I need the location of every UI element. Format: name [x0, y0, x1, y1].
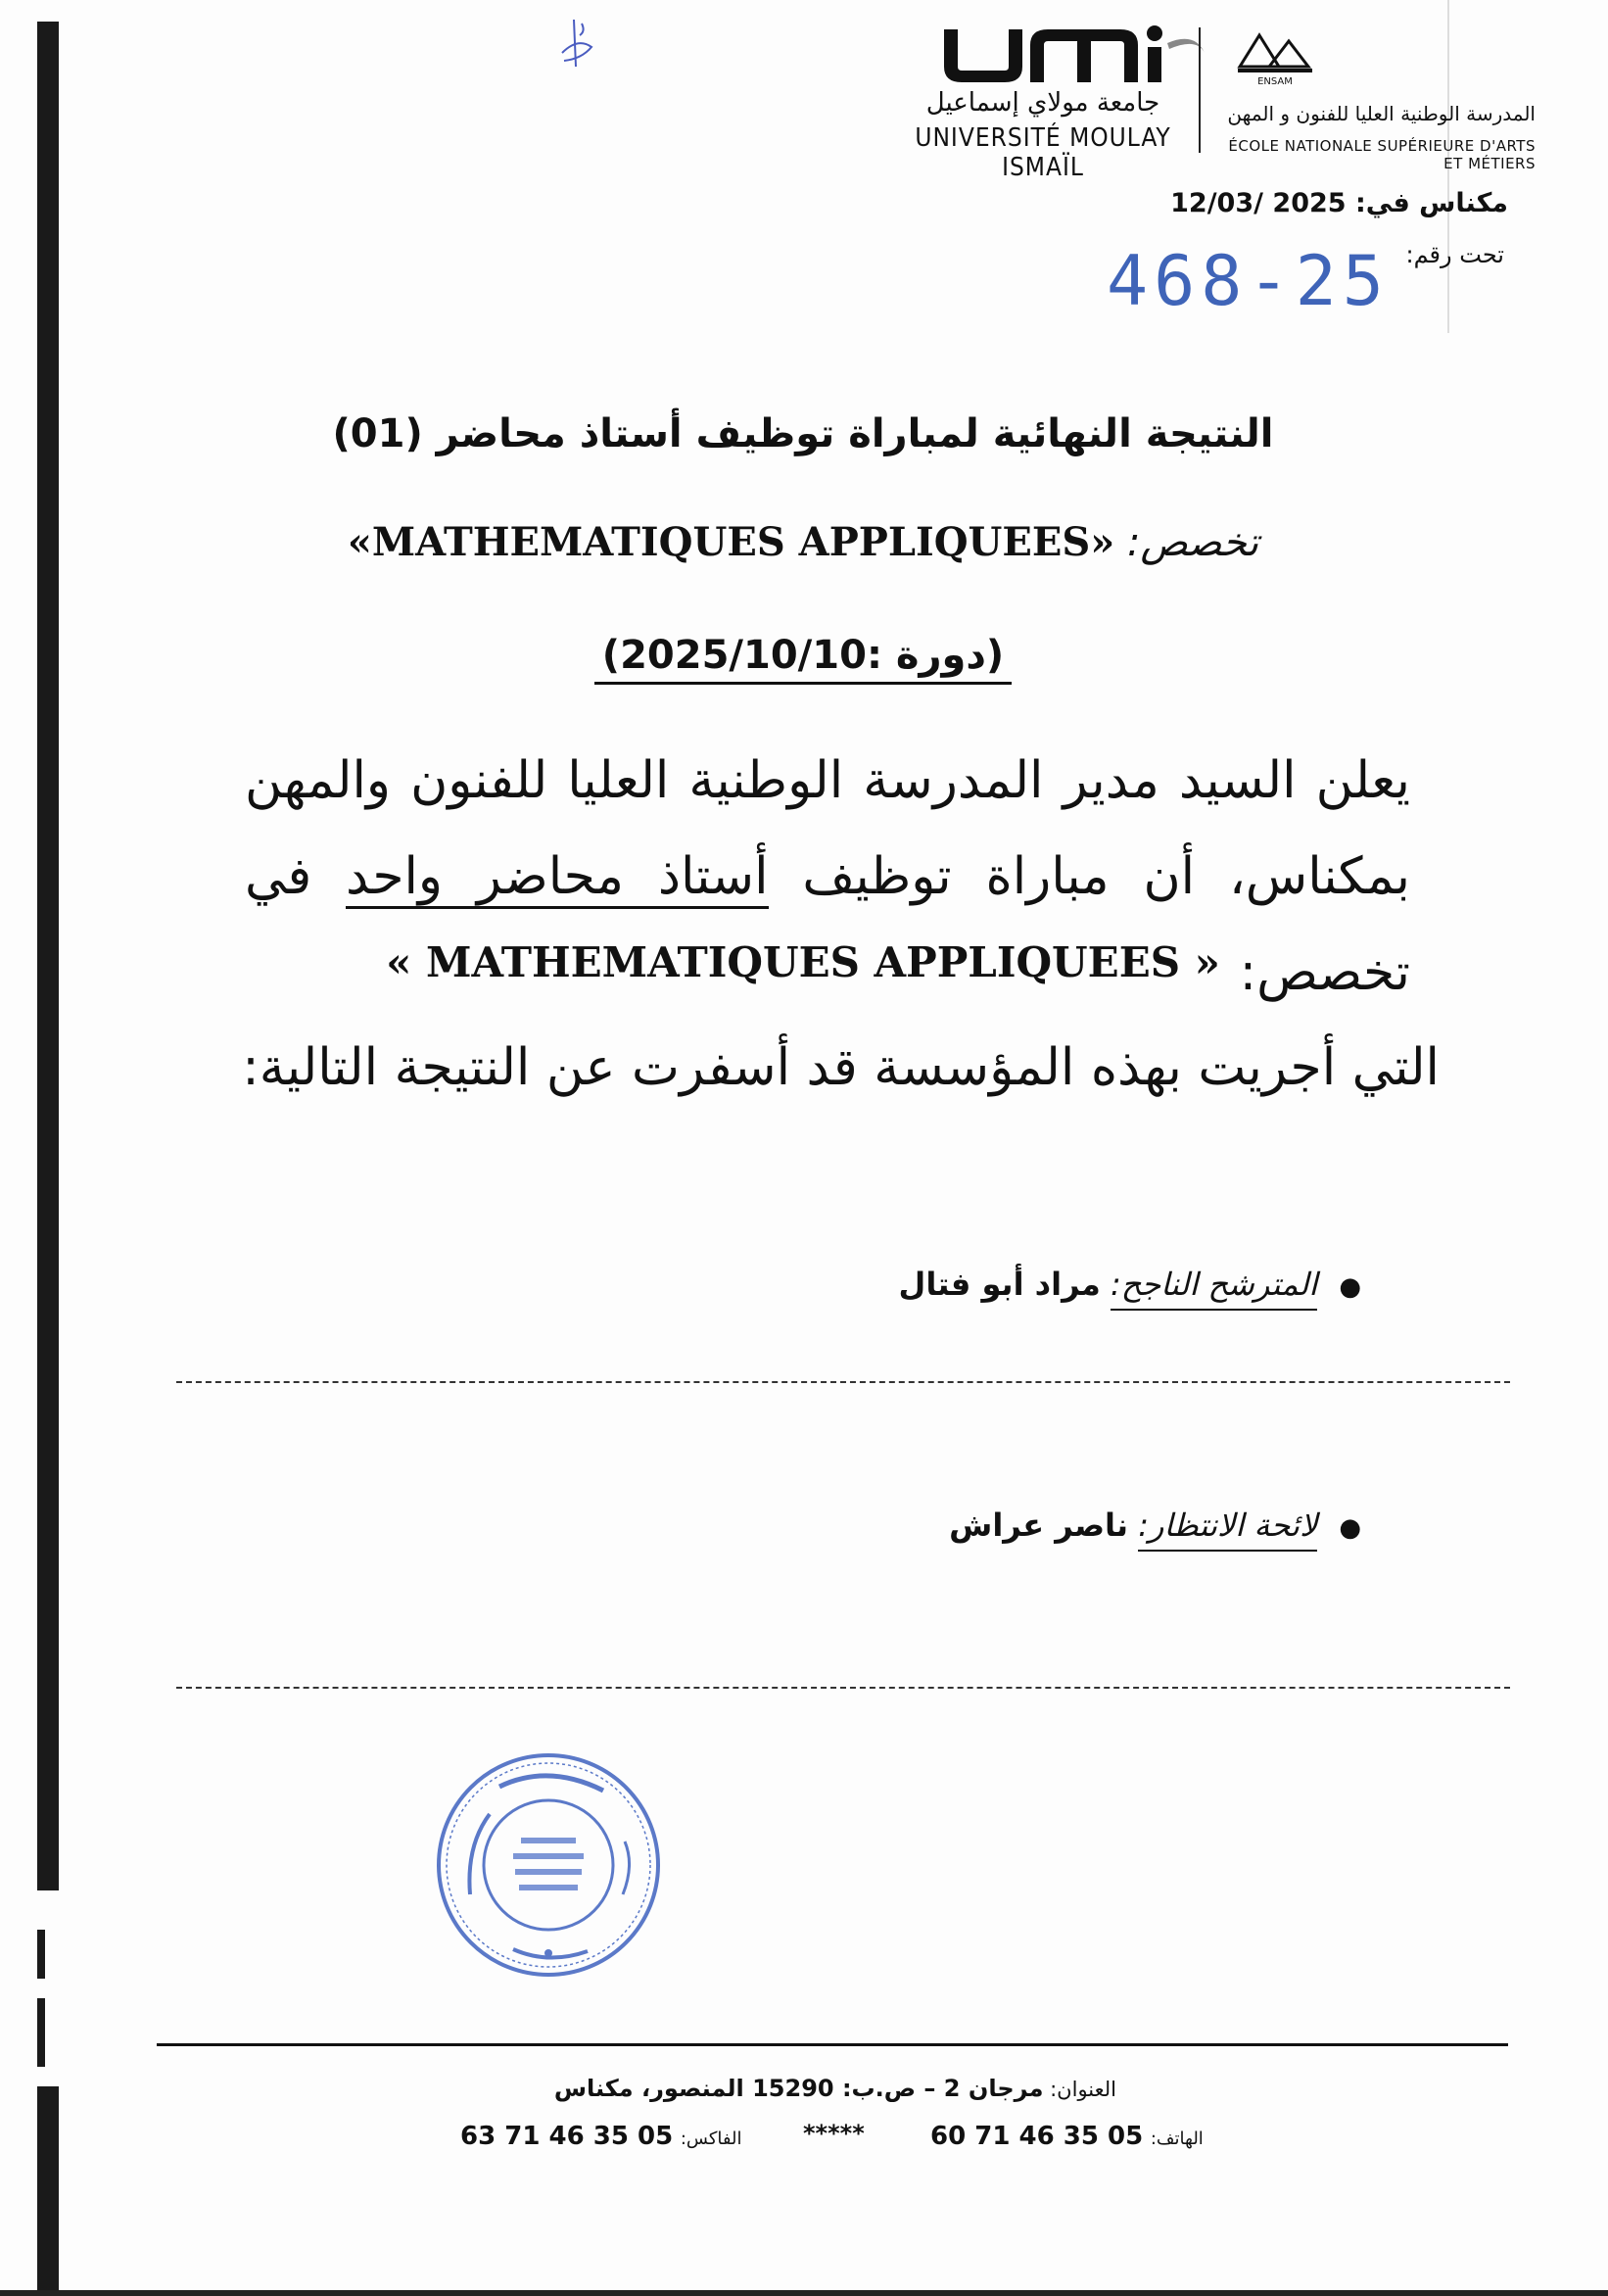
announcement-part2: في تخصص: [245, 847, 1410, 1002]
ensam-logo-text: ENSAM [1257, 76, 1293, 87]
footer-rule [157, 2043, 1508, 2046]
waitlist-name: ناصر عراش [949, 1507, 1129, 1544]
waitlist-label: لائحة الانتظار: [1138, 1507, 1317, 1552]
bullet-icon: ● [1339, 1513, 1361, 1543]
winner-label: المترشح الناجح: [1111, 1266, 1317, 1311]
result-winner [588, 1266, 1361, 1303]
school-name-fr: ÉCOLE NATIONALE SUPÉRIEURE D'ARTS ET MÉTIERS [1228, 137, 1536, 172]
specialty-label: تخصص: [1127, 520, 1259, 565]
footer-address [509, 2075, 1116, 2102]
specialty-line [196, 519, 1410, 565]
dashed-separator [176, 1687, 1510, 1689]
handwritten-mark-icon [552, 18, 607, 71]
fax-number: 05 35 46 71 63 [460, 2122, 674, 2151]
scan-edge-fragment [37, 1998, 45, 2067]
school-name-ar: المدرسة الوطنية العليا للفنون و المهن [1227, 102, 1536, 125]
fax-group [460, 2122, 742, 2151]
phone-label: الهاتف: [1150, 2129, 1204, 2149]
announcement-specialty: « MATHEMATIQUES APPLIQUEES » [386, 938, 1220, 986]
fax-label: الفاكس: [680, 2129, 742, 2149]
ensam-logo-icon [1230, 27, 1318, 90]
header-divider [1199, 27, 1201, 153]
announcement-conclusion: التي أجريت بهذه المؤسسة قد أسفرت عن النتيجة التالية: [242, 1038, 1440, 1097]
scan-edge-fragment [37, 1930, 45, 1979]
scan-bottom-edge [0, 2290, 1608, 2296]
official-stamp-icon [431, 1747, 666, 1983]
scan-edge-gap [37, 1890, 59, 2086]
specialty-value: «MATHEMATIQUES APPLIQUEES» [347, 519, 1115, 565]
winner-name: مراد أبو فتال [898, 1266, 1101, 1303]
document-title: النتيجة النهائية لمباراة توظيف أستاذ محاضر (01) [332, 411, 1274, 456]
phone-group [930, 2122, 1204, 2151]
dashed-separator [176, 1381, 1510, 1383]
document-date: مكناس في: 2025 /12/03 [1170, 188, 1508, 218]
university-name-fr: UNIVERSITÉ MOULAY ISMAÏL [915, 123, 1171, 182]
phone-number: 05 35 46 71 60 [930, 2122, 1144, 2151]
university-name-ar: جامعة مولاي إسماعيل [925, 88, 1160, 118]
address-label: العنوان: [1050, 2078, 1116, 2101]
umi-logo-icon [911, 24, 1234, 94]
announcement-part1: يعلن السيد مدير المدرسة الوطنية العليا للفنون والمهن بمكناس، أن مباراة توظيف [245, 751, 1411, 906]
session-date: (دورة :2025/10/10) [594, 633, 1012, 685]
bullet-icon: ● [1339, 1272, 1361, 1302]
separator-stars: ***** [803, 2120, 865, 2147]
result-waitlist [588, 1507, 1361, 1544]
reference-label: تحت رقم: [1405, 241, 1504, 268]
reference-number: 468-25 [1107, 241, 1390, 321]
address-text: مرجان 2 – ص.ب: 15290 المنصور، مكناس [553, 2075, 1044, 2102]
announcement-underlined: أستاذ محاضر واحد [346, 847, 769, 909]
session-line [196, 633, 1410, 678]
